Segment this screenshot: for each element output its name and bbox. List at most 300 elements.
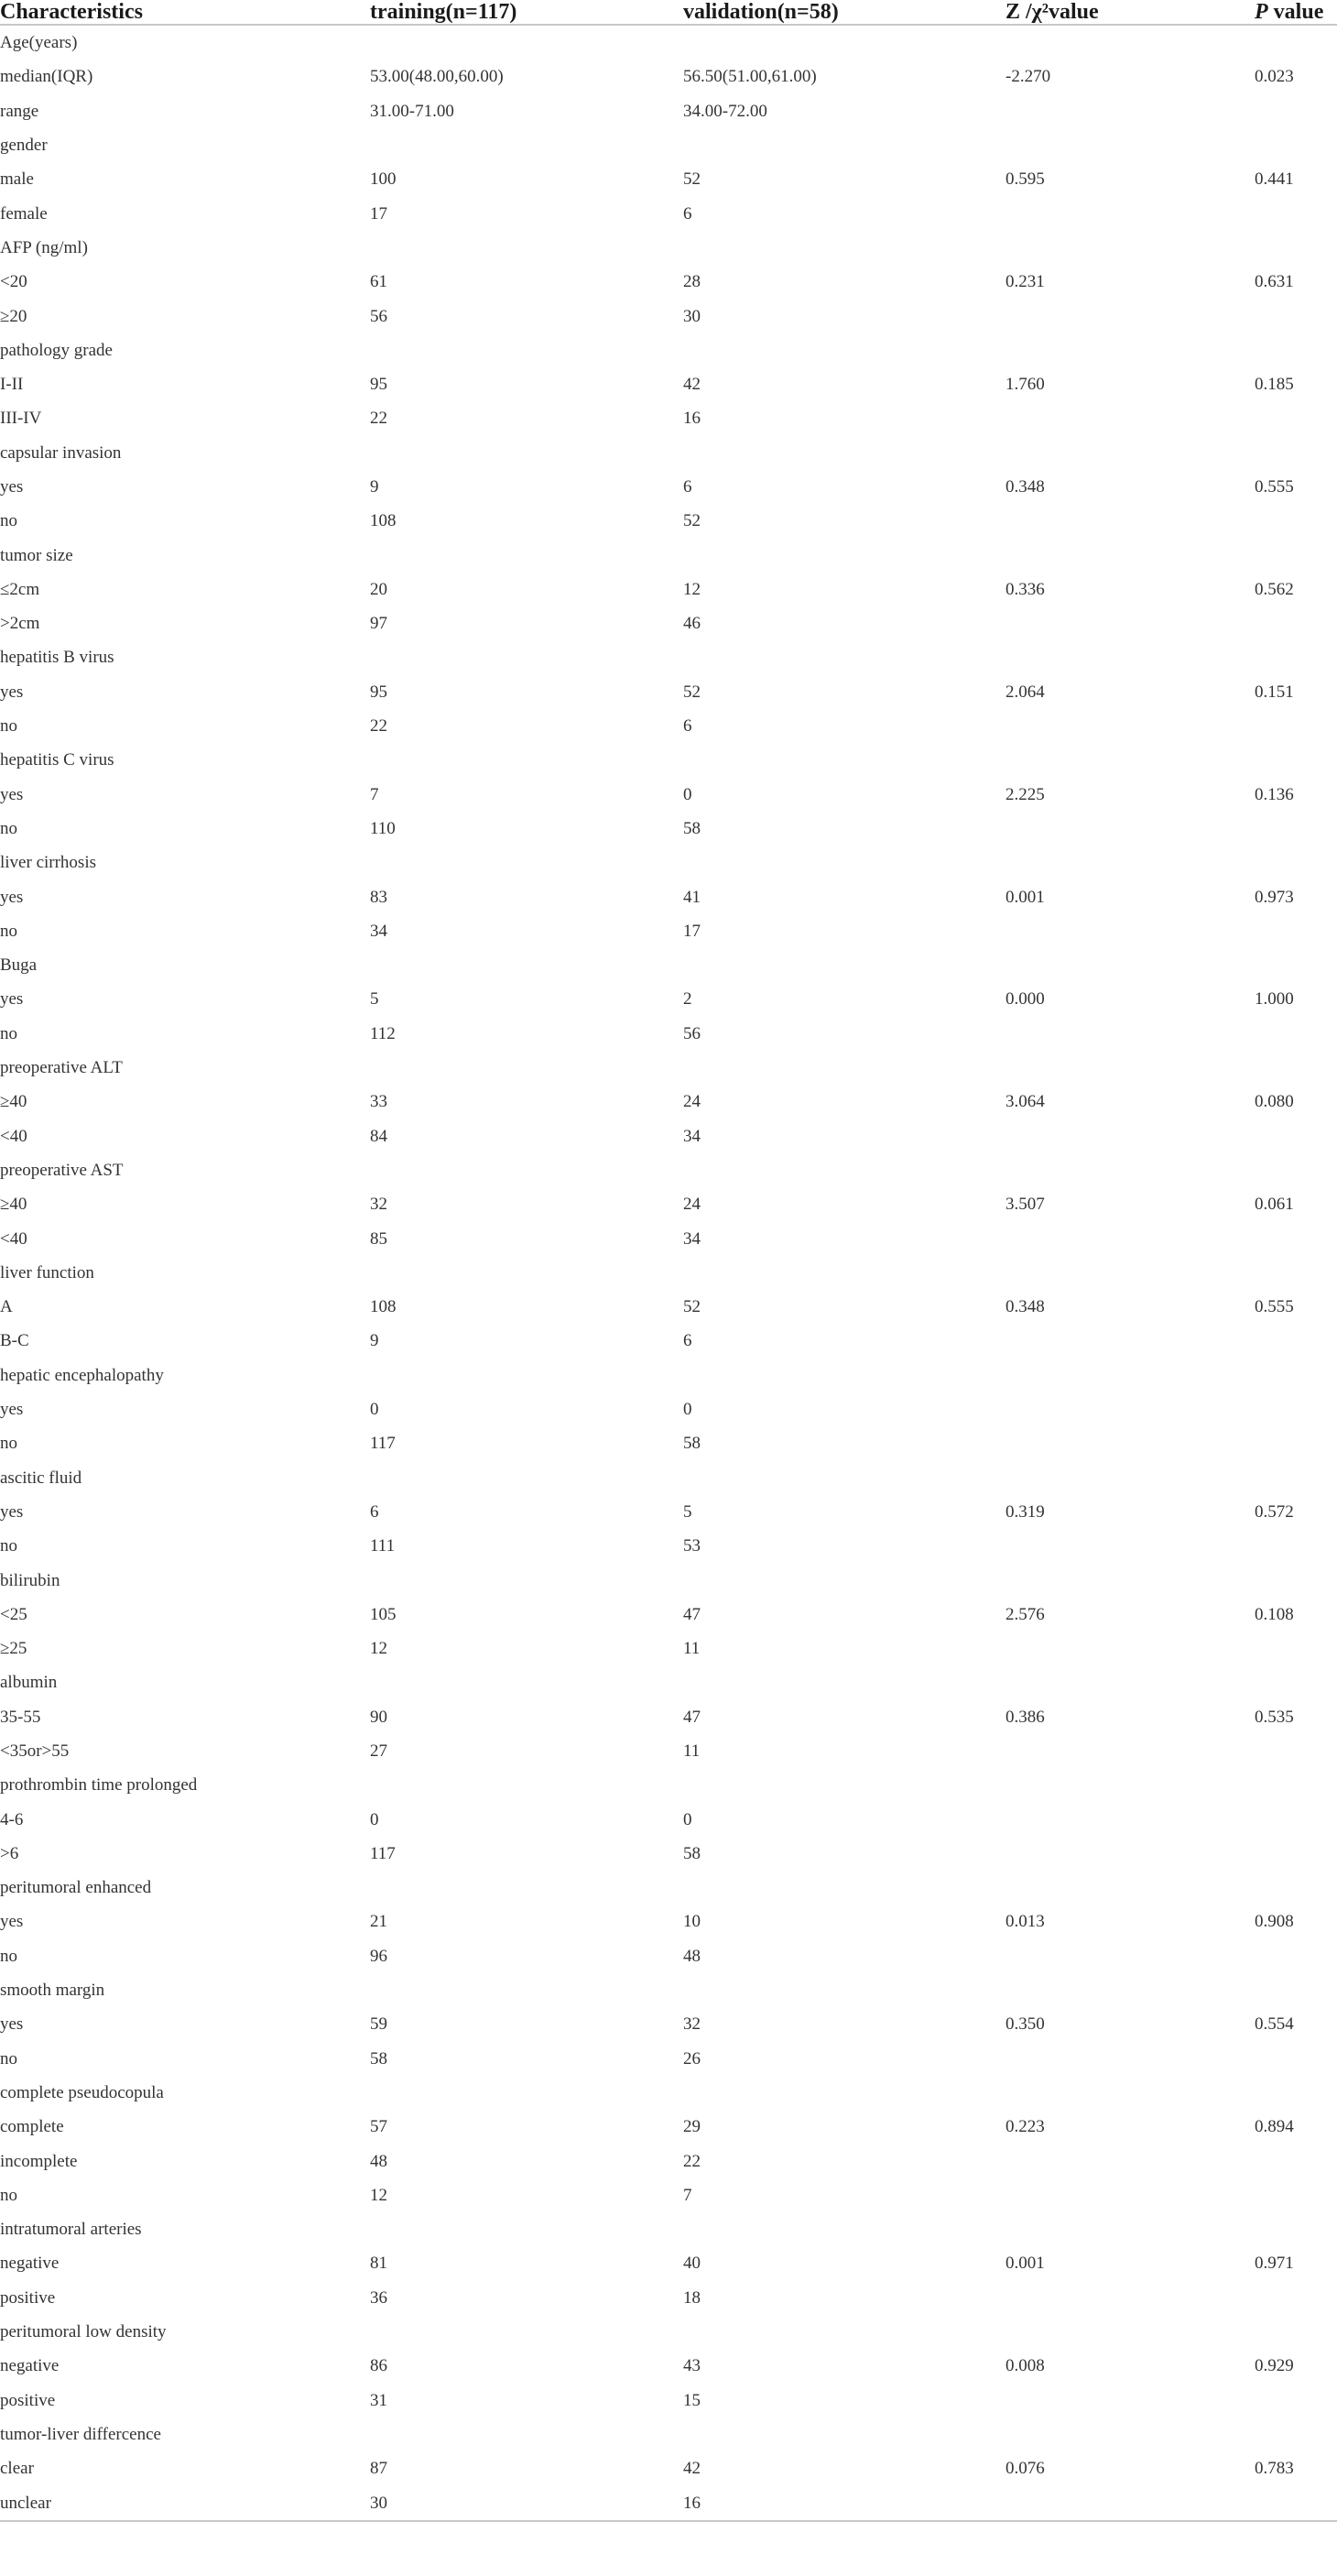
cell-characteristic: hepatitis C virus [0,750,114,770]
cell-training: 95 [370,682,387,702]
cell-z-chi-value [1005,231,1255,265]
table-row [0,2485,1337,2520]
cell-characteristic: yes [0,1400,24,1420]
table-row [0,1905,1337,1938]
cell-z-chi-value [1005,196,1255,230]
cell-z-chi-value [1005,606,1255,640]
cell-characteristic: no [0,2048,17,2068]
cell-characteristic: liver cirrhosis [0,853,97,873]
table-row [0,2418,1337,2451]
table-row [0,1837,1337,1871]
cell-characteristic: ≥20 [0,306,27,326]
cell-characteristic: 35-55 [0,1707,41,1727]
cell-z-chi-value [1005,25,1255,60]
cell-training: 48 [370,2151,387,2171]
cell-z-chi-value: 2.576 [1005,1604,1045,1624]
cell-training: 34 [370,921,387,941]
cell-characteristic: <25 [0,1604,27,1624]
cell-p-value [1255,25,1337,60]
cell-p-value: 0.783 [1255,2459,1294,2479]
cell-training: 90 [370,1707,387,1727]
cell-training [370,948,683,982]
cell-p-value [1255,1973,1337,2007]
cell-validation [683,333,1005,367]
cell-p-value [1255,94,1337,128]
cell-validation: 32 [683,2014,701,2035]
table-row [0,2178,1337,2212]
cell-characteristic: no [0,2185,17,2205]
cell-training: 58 [370,2048,387,2068]
cell-p-value: 0.555 [1255,1297,1294,1317]
cell-training: 108 [370,511,397,531]
cell-training [370,1973,683,2007]
cell-z-chi-value: 2.225 [1005,784,1045,804]
table-row [0,265,1337,299]
table-row [0,2007,1337,2041]
cell-training: 31.00-71.00 [370,101,454,121]
cell-p-value [1255,196,1337,230]
cell-validation [683,1973,1005,2007]
cell-z-chi-value [1005,2144,1255,2178]
cell-p-value [1255,1359,1337,1392]
cell-characteristic: prothrombin time prolonged [0,1775,198,1796]
table-row [0,367,1337,401]
cell-validation [683,25,1005,60]
cell-validation [683,538,1005,572]
cell-validation: 52 [683,1297,701,1317]
cell-characteristic: yes [0,682,24,702]
cell-p-value [1255,2042,1337,2076]
cell-p-value: 0.973 [1255,887,1294,907]
cell-training: 97 [370,614,387,634]
cell-characteristic: hepatitis B virus [0,648,114,668]
cell-p-value: 0.908 [1255,1912,1294,1932]
table-header [0,0,1337,25]
cell-characteristic: Buga [0,955,38,976]
cell-z-chi-value [1005,94,1255,128]
cell-validation: 28 [683,272,701,292]
cell-training [370,1359,683,1392]
table-row [0,640,1337,674]
cell-training [370,333,683,367]
cell-training: 9 [370,1331,379,1351]
cell-training: 59 [370,2014,387,2035]
cell-training: 95 [370,375,387,395]
cell-p-value [1255,1529,1337,1563]
table-row [0,2042,1337,2076]
cell-z-chi-value [1005,401,1255,435]
cell-z-chi-value [1005,1153,1255,1187]
cell-characteristic: <35or>55 [0,1741,70,1761]
cell-training [370,1051,683,1085]
cell-training: 96 [370,1946,387,1966]
cell-training: 21 [370,1912,387,1932]
cell-validation: 6 [683,203,692,224]
cell-training: 12 [370,2185,387,2205]
cell-characteristic: peritumoral low density [0,2322,167,2342]
cell-characteristic: <20 [0,272,27,292]
table-row [0,2246,1337,2280]
cell-p-value [1255,504,1337,538]
cell-training: 57 [370,2117,387,2137]
cell-validation: 47 [683,1604,701,1624]
cell-validation: 53 [683,1536,701,1556]
cell-z-chi-value: 0.000 [1005,989,1045,1010]
header-z-chi-value: Z /χ²value [1005,0,1255,25]
cell-validation: 58 [683,1843,701,1863]
cell-characteristic: preoperative AST [0,1160,124,1180]
cell-z-chi-value: 0.223 [1005,2117,1045,2137]
cell-z-chi-value [1005,2042,1255,2076]
cell-characteristic: pathology grade [0,340,113,360]
cell-characteristic: 4-6 [0,1809,24,1829]
table-row [0,948,1337,982]
cell-characteristic: no [0,1946,17,1966]
cell-training: 27 [370,1741,387,1761]
cell-training [370,128,683,162]
table-row [0,573,1337,606]
cell-validation [683,1051,1005,1085]
cell-p-value [1255,1119,1337,1153]
cell-training: 20 [370,579,387,599]
cell-validation: 46 [683,614,701,634]
cell-p-value [1255,333,1337,367]
cell-characteristic: capsular invasion [0,442,122,463]
cell-z-chi-value: 2.064 [1005,682,1045,702]
cell-training [370,2212,683,2246]
cell-characteristic: bilirubin [0,1570,60,1590]
cell-validation [683,2212,1005,2246]
cell-z-chi-value [1005,1802,1255,1836]
cell-validation [683,1665,1005,1699]
cell-validation: 16 [683,409,701,429]
cell-z-chi-value [1005,812,1255,846]
cell-p-value [1255,2076,1337,2110]
cell-training [370,2076,683,2110]
cell-characteristic: <40 [0,1126,27,1146]
cell-validation: 6 [683,477,692,497]
table-row [0,1665,1337,1699]
table-row [0,1085,1337,1119]
cell-training: 105 [370,1604,397,1624]
cell-characteristic: no [0,921,17,941]
cell-validation: 0 [683,1400,692,1420]
cell-z-chi-value [1005,640,1255,674]
cell-characteristic: hepatic encephalopathy [0,1365,164,1385]
cell-z-chi-value [1005,2315,1255,2349]
table-row [0,1460,1337,1494]
table-row [0,1221,1337,1255]
cell-training [370,743,683,777]
cell-validation [683,1871,1005,1905]
cell-validation [683,2076,1005,2110]
cell-characteristic: no [0,818,17,838]
cell-p-value: 0.080 [1255,1092,1294,1112]
cell-z-chi-value [1005,504,1255,538]
header-row [0,0,1337,25]
table-row [0,1392,1337,1426]
cell-p-value [1255,1153,1337,1187]
cell-training: 12 [370,1639,387,1659]
cell-training: 5 [370,989,379,1010]
cell-training [370,436,683,470]
cell-validation: 34 [683,1228,701,1249]
cell-z-chi-value [1005,1837,1255,1871]
table-row [0,299,1337,333]
cell-p-value: 0.185 [1255,375,1294,395]
cell-training [370,846,683,879]
cell-p-value [1255,2418,1337,2451]
table-row [0,982,1337,1016]
cell-training: 85 [370,1228,387,1249]
cell-validation [683,128,1005,162]
table-row [0,879,1337,913]
cell-characteristic: gender [0,136,48,156]
cell-z-chi-value: 0.001 [1005,2254,1045,2274]
table-row [0,1290,1337,1324]
table-row [0,1324,1337,1358]
header-validation: validation(n=58) [683,0,1005,25]
table-row [0,914,1337,948]
cell-p-value: 0.894 [1255,2117,1294,2137]
cell-characteristic: no [0,1536,17,1556]
cell-z-chi-value [1005,2076,1255,2110]
header-p-rest: value [1267,0,1324,24]
cell-training [370,25,683,60]
cell-characteristic: tumor-liver differcence [0,2424,161,2444]
cell-p-value: 0.151 [1255,682,1294,702]
cell-z-chi-value [1005,1119,1255,1153]
cell-z-chi-value [1005,1051,1255,1085]
cell-p-value [1255,1392,1337,1426]
table-row [0,1802,1337,1836]
cell-validation [683,948,1005,982]
cell-p-value [1255,1939,1337,1973]
table-row [0,333,1337,367]
cell-p-value [1255,2485,1337,2520]
cell-training [370,1665,683,1699]
cell-characteristic: yes [0,2014,24,2035]
cell-characteristic: yes [0,477,24,497]
cell-p-value: 0.555 [1255,477,1294,497]
cell-p-value [1255,1632,1337,1665]
cell-characteristic: yes [0,887,24,907]
table-row [0,538,1337,572]
table-row [0,2110,1337,2144]
cell-training: 0 [370,1400,379,1420]
table-row [0,1598,1337,1632]
table-row [0,504,1337,538]
cell-characteristic: smooth margin [0,1981,105,2001]
cell-p-value [1255,2212,1337,2246]
cell-validation: 22 [683,2151,701,2171]
cell-p-value: 0.023 [1255,67,1294,87]
table-row [0,94,1337,128]
cell-validation [683,2315,1005,2349]
table-row [0,606,1337,640]
cell-validation: 0 [683,1809,692,1829]
table-row [0,1768,1337,1802]
cell-characteristic: ≤2cm [0,579,40,599]
cell-z-chi-value: -2.270 [1005,67,1051,87]
cell-z-chi-value [1005,2281,1255,2315]
cell-z-chi-value: 1.760 [1005,375,1045,395]
cell-z-chi-value: 3.507 [1005,1195,1045,1215]
cell-p-value: 1.000 [1255,989,1294,1010]
cell-p-value [1255,812,1337,846]
cell-validation [683,640,1005,674]
table-row [0,1187,1337,1221]
cell-z-chi-value [1005,743,1255,777]
table-row [0,25,1337,60]
cell-characteristic: tumor size [0,545,73,565]
table-row [0,743,1337,777]
cell-p-value [1255,2281,1337,2315]
table-row [0,162,1337,196]
cell-characteristic: yes [0,1501,24,1522]
cell-characteristic: median(IQR) [0,67,93,87]
cell-p-value [1255,1324,1337,1358]
cell-p-value [1255,401,1337,435]
cell-p-value [1255,1665,1337,1699]
table-row [0,436,1337,470]
cell-z-chi-value: 0.231 [1005,272,1045,292]
cell-training [370,1563,683,1597]
table-row [0,1153,1337,1187]
cell-validation: 52 [683,682,701,702]
cell-z-chi-value [1005,709,1255,743]
cell-characteristic: clear [0,2459,34,2479]
cell-characteristic: ≥40 [0,1092,27,1112]
cell-training [370,1460,683,1494]
cell-validation: 26 [683,2048,701,2068]
cell-training [370,2315,683,2349]
cell-z-chi-value [1005,1256,1255,1290]
cell-validation: 42 [683,375,701,395]
cell-training: 86 [370,2356,387,2376]
table-row [0,1871,1337,1905]
cell-z-chi-value [1005,846,1255,879]
cell-characteristic: yes [0,784,24,804]
cell-validation: 47 [683,1707,701,1727]
cell-validation: 34 [683,1126,701,1146]
table-row [0,812,1337,846]
cell-characteristic: negative [0,2254,60,2274]
cell-validation: 43 [683,2356,701,2376]
cell-z-chi-value [1005,1460,1255,1494]
cell-characteristic: A [0,1297,13,1317]
cell-p-value [1255,948,1337,982]
cell-validation [683,1359,1005,1392]
cell-training: 61 [370,272,387,292]
table-row [0,1973,1337,2007]
cell-training: 84 [370,1126,387,1146]
cell-validation: 52 [683,511,701,531]
cell-z-chi-value: 0.350 [1005,2014,1045,2035]
cell-validation: 6 [683,716,692,737]
cell-characteristic: male [0,169,34,190]
cell-p-value: 0.535 [1255,1707,1294,1727]
cell-p-value [1255,709,1337,743]
cell-z-chi-value: 0.008 [1005,2356,1045,2376]
cell-z-chi-value [1005,2383,1255,2417]
cell-training: 83 [370,887,387,907]
cell-characteristic: ascitic fluid [0,1468,82,1488]
cell-validation: 18 [683,2287,701,2308]
cell-z-chi-value: 0.348 [1005,1297,1045,1317]
cell-validation: 24 [683,1092,701,1112]
table-row [0,1563,1337,1597]
cell-training: 110 [370,818,396,838]
cell-validation: 40 [683,2254,701,2274]
cell-p-value [1255,2315,1337,2349]
cell-characteristic: AFP (ng/ml) [0,237,88,257]
cell-validation [683,436,1005,470]
table-row [0,231,1337,265]
cell-p-value [1255,538,1337,572]
cell-p-value [1255,2178,1337,2212]
table-row [0,1495,1337,1529]
table-row [0,2451,1337,2485]
cell-training: 32 [370,1195,387,1215]
table-row [0,1700,1337,1734]
cell-p-value [1255,1460,1337,1494]
cell-z-chi-value [1005,1017,1255,1051]
cell-characteristic: no [0,511,17,531]
header-p-italic: P [1255,0,1268,24]
cell-p-value [1255,1768,1337,1802]
cell-p-value [1255,2383,1337,2417]
cell-z-chi-value [1005,1324,1255,1358]
cell-characteristic: incomplete [0,2151,78,2171]
cell-p-value [1255,2144,1337,2178]
table-row [0,2349,1337,2383]
cell-validation: 11 [683,1639,701,1659]
cell-training: 0 [370,1809,379,1829]
cell-characteristic: albumin [0,1673,58,1693]
header-training: training(n=117) [370,0,683,25]
cell-training: 22 [370,716,387,737]
cell-validation: 17 [683,921,701,941]
cell-validation: 41 [683,887,701,907]
cell-training: 9 [370,477,379,497]
cell-training: 17 [370,203,387,224]
table-row [0,2212,1337,2246]
cell-z-chi-value [1005,948,1255,982]
cell-p-value [1255,1256,1337,1290]
cell-validation [683,1563,1005,1597]
cell-p-value [1255,640,1337,674]
cell-characteristic: range [0,101,39,121]
table-row [0,1734,1337,1768]
cell-z-chi-value: 0.336 [1005,579,1045,599]
cell-validation: 16 [683,2485,1005,2520]
cell-p-value: 0.562 [1255,579,1294,599]
table-row [0,1359,1337,1392]
cell-characteristic: positive [0,2287,56,2308]
cell-validation [683,1153,1005,1187]
cell-p-value [1255,914,1337,948]
cell-p-value [1255,1871,1337,1905]
cell-characteristic: liver function [0,1262,94,1283]
cell-p-value: 0.108 [1255,1604,1294,1624]
table-row [0,2281,1337,2315]
cell-p-value: 0.572 [1255,1501,1294,1522]
cell-validation: 42 [683,2459,701,2479]
cell-z-chi-value: 0.013 [1005,1912,1045,1932]
cell-characteristic: no [0,1434,17,1454]
cell-validation: 34.00-72.00 [683,101,767,121]
